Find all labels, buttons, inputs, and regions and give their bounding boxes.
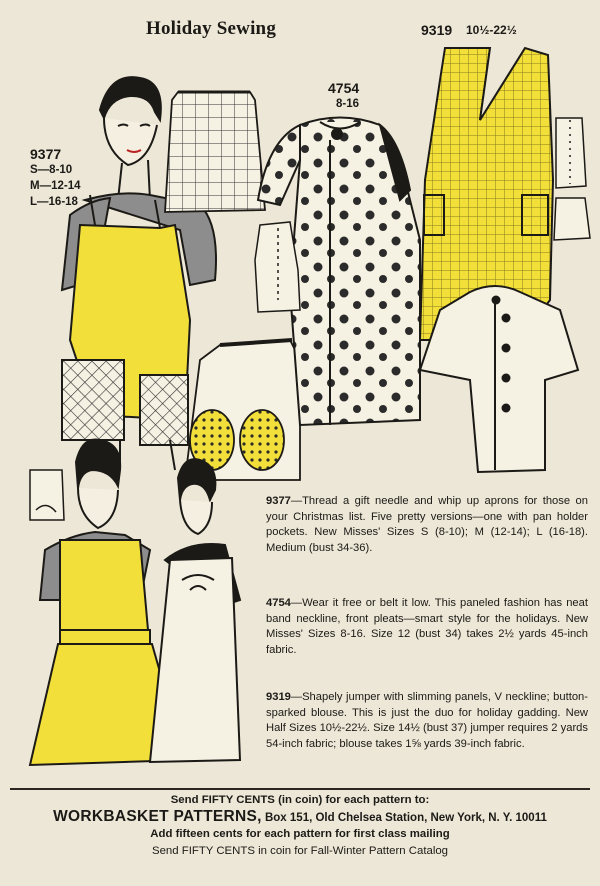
footer-address-line bbox=[0, 809, 600, 827]
size-medium: M—12-14 bbox=[30, 180, 81, 192]
order-footer bbox=[0, 792, 600, 859]
pattern-sizes-4754: 8-16 bbox=[336, 98, 360, 110]
pattern-number-4754: 4754 bbox=[328, 80, 360, 96]
description-number: 9377 bbox=[266, 495, 291, 507]
jumper-back-sketch bbox=[556, 118, 586, 188]
footer-address: Box 151, Old Chelsea Station, New York, N. Y. 10011 bbox=[261, 811, 547, 824]
footer-line-catalog: Send FIFTY CENTS in coin for Fall-Winter Pattern Catalog bbox=[151, 844, 449, 857]
footer-brand: WORKBASKET PATTERNS, bbox=[53, 807, 262, 825]
description-number: 4754 bbox=[266, 597, 291, 609]
pattern-number-9319: 9319 bbox=[421, 22, 453, 38]
potholder-apron-sketch bbox=[185, 340, 300, 480]
footer-line-mailing: Add fifteen cents for each pattern for first class mailing bbox=[150, 828, 450, 840]
model-embroidered-apron bbox=[150, 459, 240, 762]
pattern-sizes-9319: 10½-22½ bbox=[466, 23, 517, 37]
pattern-sizes-9377 bbox=[30, 162, 81, 210]
description-text: —Thread a gift needle and whip up aprons for those on your Christmas list. Five pretty versions—one with pan holder pockets. New Misses' Sizes S (8-10); M (12-14); L (16-18). Medium (bust 34-36). bbox=[266, 495, 588, 554]
description-text: —Shapely jumper with slimming panels, V neckline; button-sparked blouse. This is just the duo for holiday gadding. New Half Sizes 10½-22½. Size 14½ (bust 37) jumper requires 2 yards 54-inch fabric; blouse takes 1⅝ yards 39-inch fabric. bbox=[266, 691, 588, 750]
footer-line-send: Send FIFTY CENTS (in coin) for each pattern to: bbox=[170, 794, 430, 806]
page-title: Holiday Sewing bbox=[146, 18, 277, 39]
pattern-number-9377: 9377 bbox=[30, 146, 62, 162]
description-9377 bbox=[266, 494, 588, 556]
blouse-9319 bbox=[420, 286, 578, 472]
size-large: L—16-18 bbox=[30, 196, 78, 208]
half-apron-sketch bbox=[165, 92, 265, 212]
description-9319 bbox=[266, 690, 588, 752]
tie-back-sketch bbox=[30, 470, 64, 520]
blouse-back-sketch bbox=[554, 198, 590, 240]
size-small: S—8-10 bbox=[30, 164, 73, 176]
description-text: —Wear it free or belt it low. This paneled fashion has neat band neckline, front pleats—smart style for the holidays. New Misses' Sizes 8-16. Size 12 (bust 34) takes 2½ yards 45-inch fabric. bbox=[266, 597, 588, 656]
description-number: 9319 bbox=[266, 691, 291, 703]
footer-divider bbox=[10, 788, 590, 790]
description-4754 bbox=[266, 596, 588, 658]
